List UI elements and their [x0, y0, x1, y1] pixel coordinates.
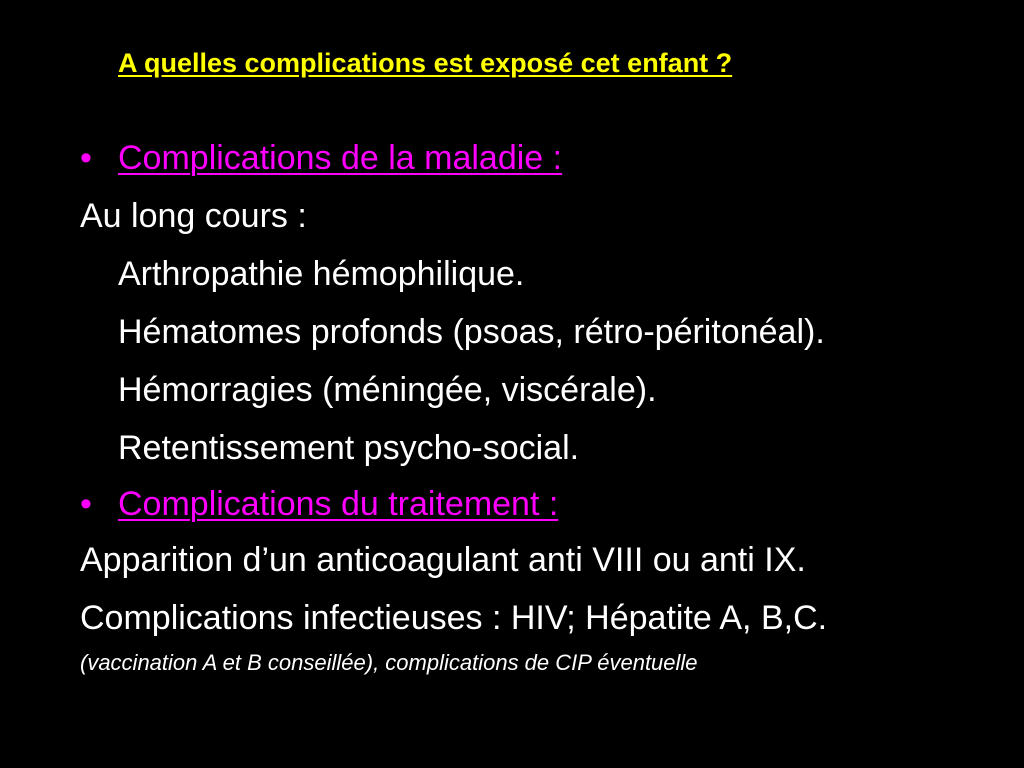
list-item: Arthropathie hémophilique.	[118, 255, 525, 293]
bullet-icon: •	[80, 485, 92, 523]
section-heading-treatment	[80, 484, 558, 524]
footnote: (vaccination A et B conseillée), complications de CIP éventuelle	[80, 650, 698, 675]
bullet-icon: •	[80, 139, 92, 177]
list-item: Retentissement psycho-social.	[118, 429, 580, 467]
subheading-long-term: Au long cours :	[80, 197, 307, 235]
section-heading-disease-label: Complications de la maladie :	[118, 139, 563, 177]
list-item: Apparition d’un anticoagulant anti VIII ou anti IX.	[80, 541, 806, 579]
list-item: Complications infectieuses : HIV; Hépatite A, B,C.	[80, 599, 828, 637]
section-heading-disease	[80, 138, 562, 178]
slide-title: A quelles complications est exposé cet enfant ?	[118, 48, 733, 78]
section-heading-treatment-label: Complications du traitement :	[118, 485, 559, 523]
list-item: Hématomes profonds (psoas, rétro-péritonéal).	[118, 313, 825, 351]
list-item: Hémorragies (méningée, viscérale).	[118, 371, 657, 409]
